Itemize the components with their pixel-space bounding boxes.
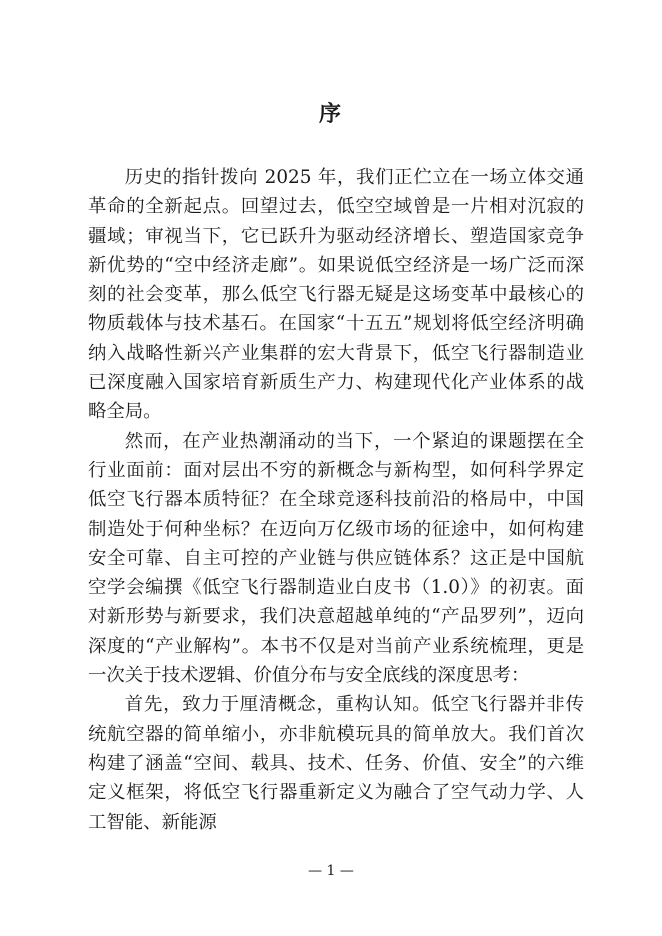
page-title: 序 [318,101,343,127]
paragraph-3: 首先，致力于厘清概念，重构认知。低空飞行器并非传统航空器的简单缩小，亦非航模玩具的简单放大。我们首次构建了涵盖“空间、载具、技术、任务、价值、安全”的六维定义框架，将低空飞行器重新定义为融合了空气动力学、人工智能、新能源 [88,694,584,833]
page-number: — 1 — [308,863,354,879]
body-text [88,163,584,837]
paragraph-1: 历史的指针拨向 2025 年，我们正伫立在一场立体交通革命的全新起点。回望过去，低空空域曾是一片相对沉寂的疆域；审视当下，它已跃升为驱动经济增长、塑造国家竞争新优势的“空中经济走廊”。如果说低空经济是一场广泛而深刻的社会变革，那么低空飞行器无疑是这场变革中最核心的物质载体与技术基石。在国家“十五五”规划将低空经济明确纳入战略性新兴产业集群的宏大背景下，低空飞行器制造业已深度融入国家培育新质生产力、构建现代化产业体系的战略全局。 [88,167,584,423]
paragraph-2: 然而，在产业热潮涌动的当下，一个紧迫的课题摆在全行业面前：面对层出不穷的新概念与新构型，如何科学界定低空飞行器本质特征？在全球竞逐科技前沿的格局中，中国制造处于何种坐标？在迈向万亿级市场的征途中，如何构建安全可靠、自主可控的产业链与供应链体系？这正是中国航空学会编撰《低空飞行器制造业白皮书（1.0）》的初衷。面对新形势与新要求，我们决意超越单纯的“产品罗列”，迈向深度的“产业解构”。本书不仅是对当前产业系统梳理，更是一次关于技术逻辑、价值分布与安全底线的深度思考： [88,430,584,687]
